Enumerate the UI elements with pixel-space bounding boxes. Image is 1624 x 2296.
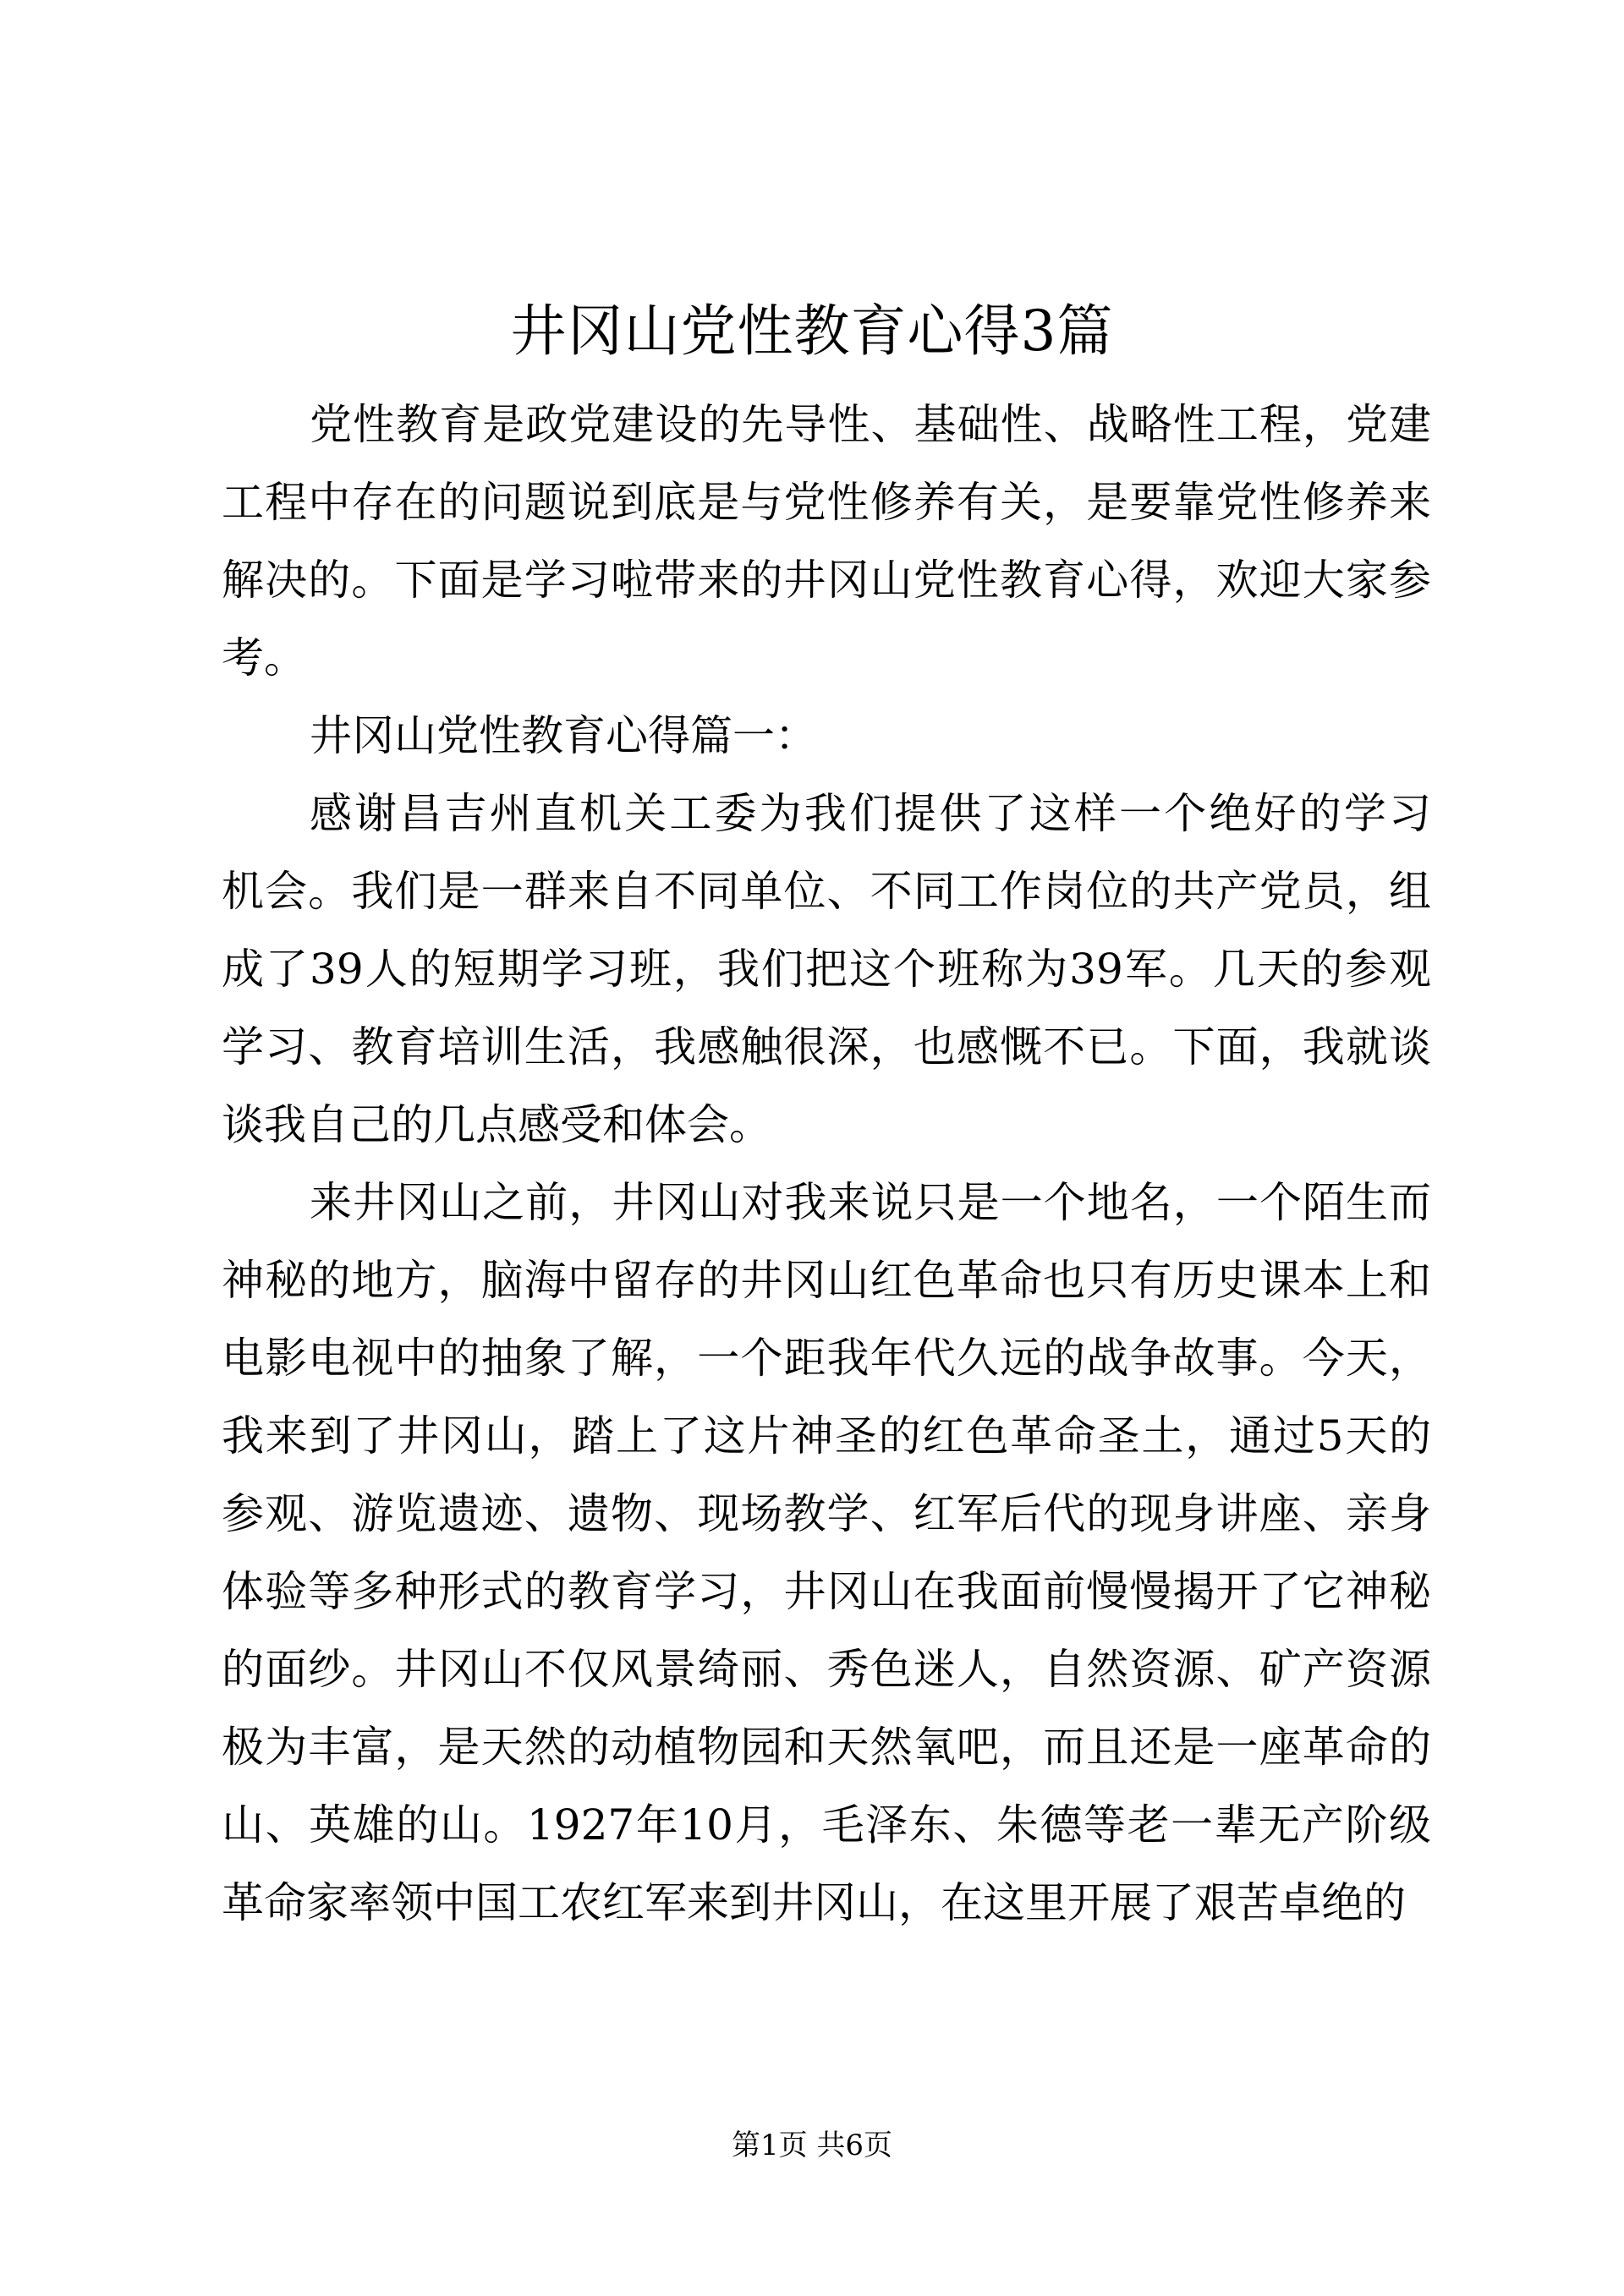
document-body [222, 386, 1431, 1942]
paragraph [222, 775, 1431, 1164]
text-line: 谈我自己的几点感受和体会。 [222, 1100, 771, 1149]
text-line: 解决的。下面是学习啦带来的井冈山党性教育心得，欢迎大家参 [222, 556, 1431, 605]
text-line: 学习、教育培训生活，我感触很深，也感慨不已。下面，我就谈 [222, 1022, 1431, 1071]
document-title: 井冈山党性教育心得3篇 [510, 299, 1114, 364]
text-line: 成了39人的短期学习班，我们把这个班称为39军。几天的参观 [222, 945, 1431, 994]
text-line: 革命家率领中国工农红军来到井冈山，在这里开展了艰苦卓绝的 [222, 1878, 1406, 1927]
text-line: 山、英雄的山。1927年10月，毛泽东、朱德等老一辈无产阶级 [222, 1800, 1431, 1849]
text-line: 我来到了井冈山，踏上了这片神圣的红色革命圣土，通过5天的 [222, 1411, 1431, 1460]
text-line: 体验等多种形式的教育学习，井冈山在我面前慢慢揭开了它神秘 [222, 1567, 1431, 1616]
text-line: 机会。我们是一群来自不同单位、不同工作岗位的共产党员，组 [222, 867, 1431, 916]
text-line: 感谢昌吉州直机关工委为我们提供了这样一个绝好的学习 [310, 789, 1431, 838]
text-line: 参观、游览遗迹、遗物、现场教学、红军后代的现身讲座、亲身 [222, 1489, 1431, 1538]
text-line: 党性教育是政党建设的先导性、基础性、战略性工程，党建 [310, 400, 1431, 449]
text-line: 神秘的地方，脑海中留存的井冈山红色革命也只有历史课本上和 [222, 1256, 1431, 1305]
text-line: 工程中存在的问题说到底是与党性修养有关，是要靠党性修养来 [222, 478, 1431, 527]
paragraph [222, 386, 1431, 697]
text-line: 电影电视中的抽象了解，一个距我年代久远的战争故事。今天， [222, 1334, 1431, 1383]
text-line: 的面纱。井冈山不仅风景绮丽、秀色迷人，自然资源、矿产资源 [222, 1645, 1431, 1694]
paragraph [222, 697, 1431, 775]
text-line: 来井冈山之前，井冈山对我来说只是一个地名，一个陌生而 [310, 1178, 1431, 1227]
paragraph [222, 1164, 1431, 1942]
page-number-footer: 第1页 共6页 [731, 2129, 893, 2162]
text-line: 考。 [222, 633, 306, 682]
text-line: 井冈山党性教育心得篇一： [310, 711, 817, 760]
text-line: 极为丰富，是天然的动植物园和天然氧吧，而且还是一座革命的 [222, 1723, 1431, 1772]
